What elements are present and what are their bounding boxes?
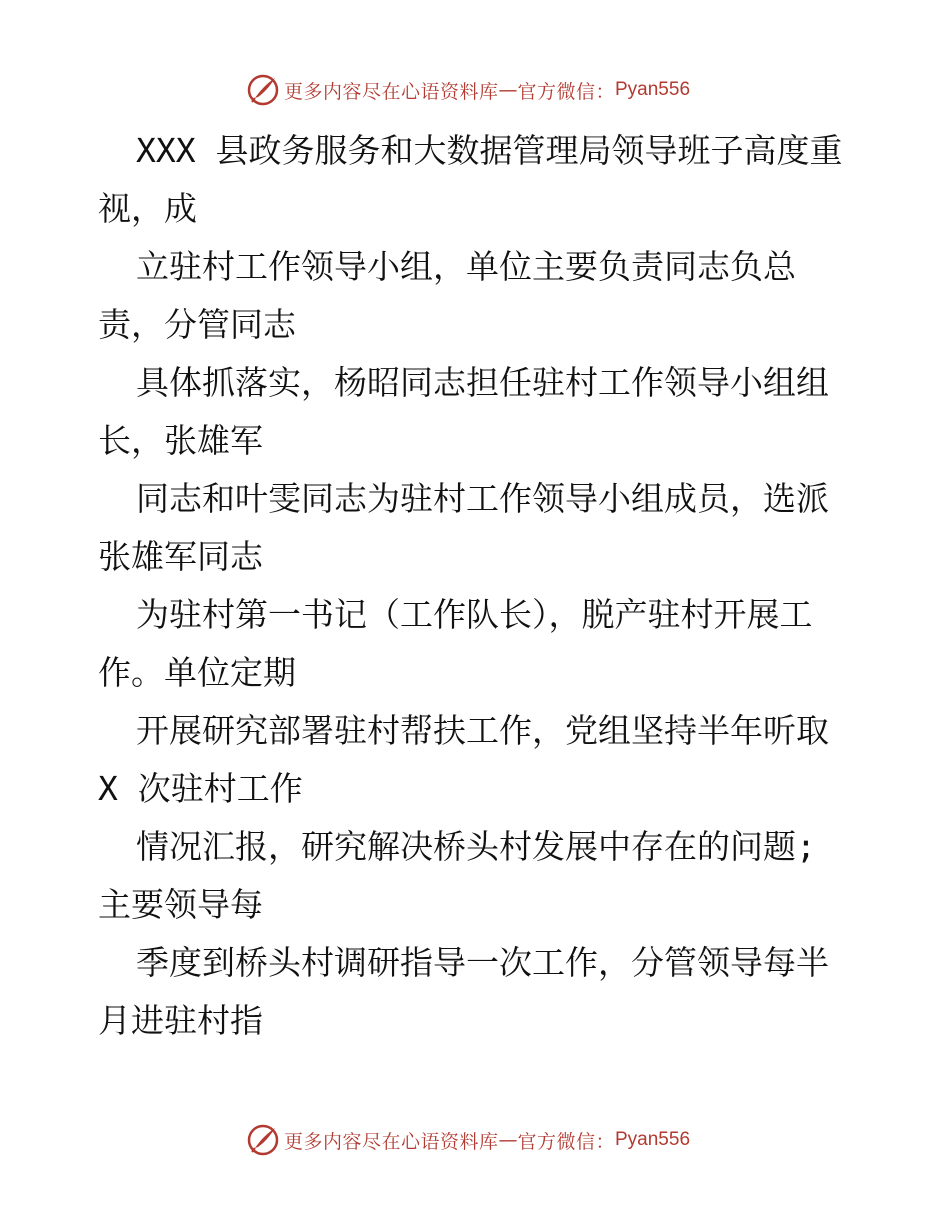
paragraph-line: 情况汇报，研究解决桥头村发展中存在的问题; <box>136 827 816 866</box>
quill-pen-logo-icon <box>246 73 280 107</box>
watermark-account: Pyan556 <box>615 1129 691 1150</box>
header-watermark <box>0 70 950 110</box>
paragraph-line: XXX 县政务服务和大数据管理局领导班子高度重 <box>136 131 843 170</box>
watermark-separator: — <box>498 1129 518 1151</box>
paragraph-line: 立驻村工作领导小组，单位主要负责同志负总 <box>136 247 796 286</box>
watermark-label: 官方微信： <box>517 1130 615 1153</box>
paragraph-line: 开展研究部署驻村帮扶工作，党组坚持半年听取 <box>136 711 829 750</box>
watermark-text: 更多内容尽在心语资料库 <box>283 80 499 103</box>
paragraph-line: 季度到桥头村调研指导一次工作，分管领导每半 <box>136 943 829 982</box>
paragraph-line: 作。单位定期 <box>98 653 296 692</box>
watermark-label: 官方微信： <box>517 80 615 103</box>
footer-watermark <box>0 1120 950 1160</box>
paragraph-line: 具体抓落实，杨昭同志担任驻村工作领导小组组 <box>136 363 829 402</box>
watermark-account: Pyan556 <box>615 79 691 100</box>
paragraph-line: 长，张雄军 <box>98 421 263 460</box>
paragraph-line: 主要领导每 <box>98 885 263 924</box>
paragraph-line: 视，成 <box>98 189 197 228</box>
paragraph-line: 同志和叶雯同志为驻村工作领导小组成员，选派 <box>136 479 829 518</box>
paragraph-line: 月进驻村指 <box>98 1001 263 1040</box>
paragraph-line: X 次驻村工作 <box>98 769 303 808</box>
watermark-text: 更多内容尽在心语资料库 <box>283 1130 499 1153</box>
watermark-separator: — <box>498 79 518 101</box>
document-body <box>98 122 858 1050</box>
paragraph-line: 张雄军同志 <box>98 537 263 576</box>
paragraph-line: 为驻村第一书记（工作队长），脱产驻村开展工 <box>136 595 813 634</box>
quill-pen-logo-icon <box>246 1123 280 1157</box>
paragraph-line: 责，分管同志 <box>98 305 296 344</box>
